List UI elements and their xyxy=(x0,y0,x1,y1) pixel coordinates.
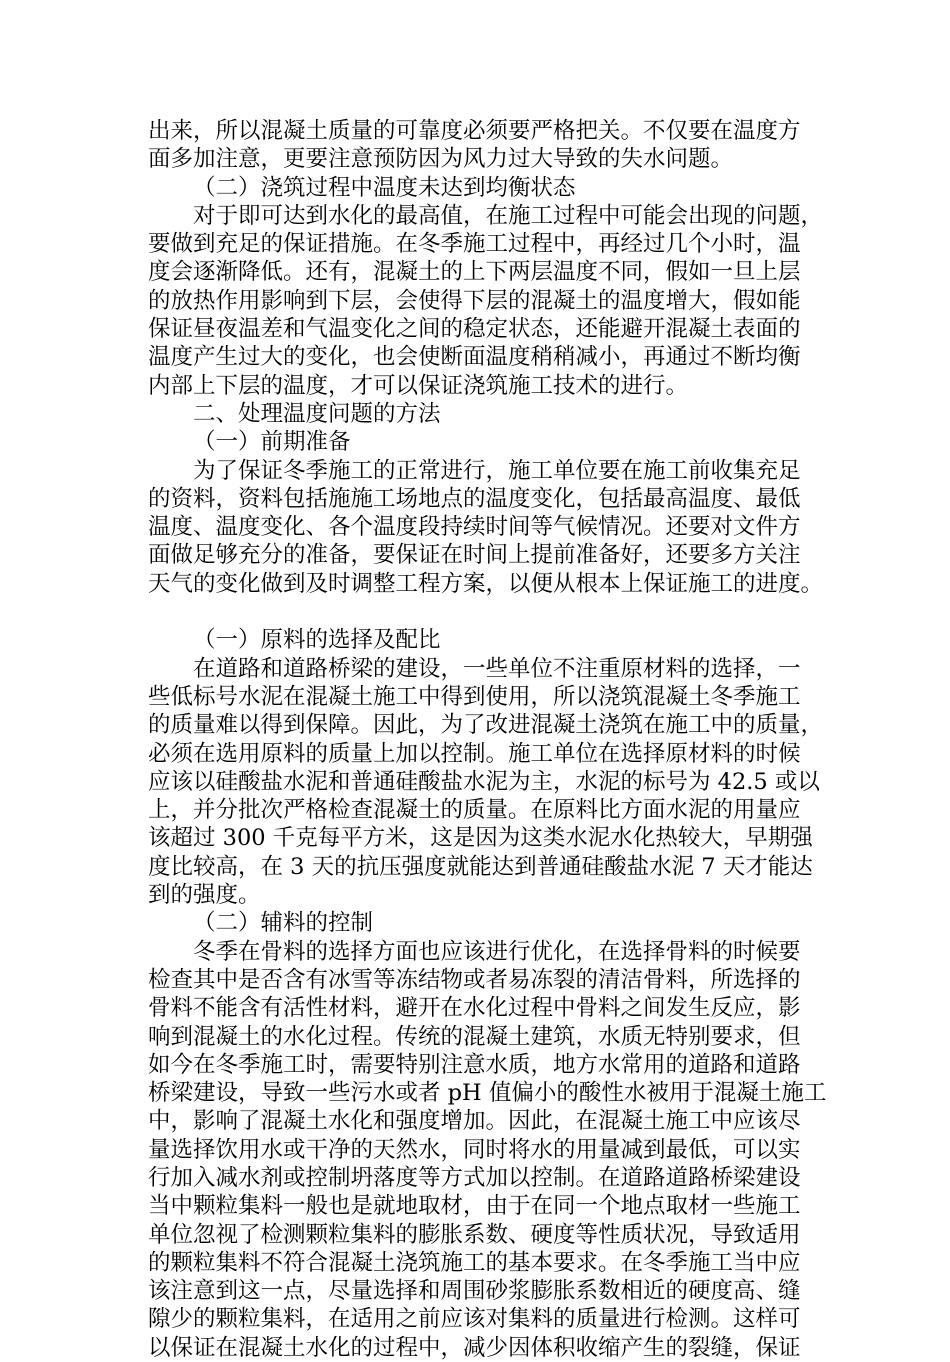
paragraph-line: 对于即可达到水化的最高值，在施工过程中可能会出现的问题， xyxy=(193,202,824,229)
body-paragraph xyxy=(148,938,827,1362)
paragraph-line: 隙少的颗粒集料，在适用之前应该对集料的质量进行检测。这样可 xyxy=(148,1306,801,1333)
paragraph-line: 度会逐渐降低。还有，混凝土的上下两层温度不同，假如一旦上层 xyxy=(148,259,801,286)
paragraph-line: 上，并分批次严格检查混凝土的质量。在原料比方面水泥的用量应 xyxy=(148,797,801,824)
paragraph-line: 的放热作用影响到下层，会使得下层的混凝土的温度增大，假如能 xyxy=(148,287,801,314)
paragraph-line: 单位忽视了检测颗粒集料的膨胀系数、硬度等性质状况，导致适用 xyxy=(148,1221,801,1248)
paragraph-line: 如今在冬季施工时，需要特别注意水质，地方水常用的道路和道路 xyxy=(148,1051,801,1078)
paragraph-line: 必须在选用原料的质量上加以控制。施工单位在选择原材料的时候 xyxy=(148,740,801,767)
paragraph-line: 量选择饮用水或干净的天然水，同时将水的用量减到最低，可以实 xyxy=(148,1136,801,1163)
paragraph-line: 天气的变化做到及时调整工程方案，以便从根本上保证施工的进度。 xyxy=(148,570,824,597)
subsection-heading xyxy=(148,626,800,654)
paragraph-line: 检查其中是否含有冰雪等冻结物或者易冻裂的清洁骨料，所选择的 xyxy=(148,966,801,993)
paragraph-line: 行加入减水剂或控制坍落度等方式加以控制。在道路道路桥梁建设 xyxy=(148,1164,801,1191)
body-paragraph xyxy=(148,202,824,400)
paragraph-line: 到的强度。 xyxy=(148,882,261,909)
section-heading xyxy=(148,400,800,428)
paragraph-line: 出来，所以混凝土质量的可靠度必须要严格把关。不仅要在温度方 xyxy=(148,118,801,144)
heading-text: （一）前期准备 xyxy=(193,429,351,456)
paragraph-line: 中，影响了混凝土水化和强度增加。因此，在混凝土施工中应该尽 xyxy=(148,1108,801,1135)
paragraph-line: 冬季在骨料的选择方面也应该进行优化，在选择骨料的时候要 xyxy=(193,938,801,965)
heading-text: 二、处理温度问题的方法 xyxy=(193,400,441,427)
paragraph-line: 面多加注意，更要注意预防因为风力过大导致的失水问题。 xyxy=(148,146,734,173)
paragraph-line: 度比较高，在 3 天的抗压强度就能达到普通硅酸盐水泥 7 天才能达 xyxy=(148,853,813,880)
blank-line xyxy=(148,598,800,626)
heading-text: （一）原料的选择及配比 xyxy=(193,627,441,654)
paragraph-line: 在道路和道路桥梁的建设，一些单位不注重原材料的选择，一 xyxy=(193,655,801,682)
paragraph-line: 桥梁建设，导致一些污水或者 pH 值偏小的酸性水被用于混凝土施工 xyxy=(148,1080,827,1107)
paragraph-line: 的颗粒集料不符合混凝土浇筑施工的基本要求。在冬季施工当中应 xyxy=(148,1249,801,1276)
heading-text: （二）浇筑过程中温度未达到均衡状态 xyxy=(193,174,576,201)
document-page xyxy=(148,117,827,1362)
body-paragraph xyxy=(148,457,824,598)
paragraph-line: 面做足够充分的准备，要保证在时间上提前准备好，还要多方关注 xyxy=(148,542,801,569)
paragraph-line: 温度、温度变化、各个温度段持续时间等气候情况。还要对文件方 xyxy=(148,514,801,541)
paragraph-line: 该注意到这一点，尽量选择和周围砂浆膨胀系数相近的硬度高、缝 xyxy=(148,1278,801,1305)
paragraph-line: 应该以硅酸盐水泥和普通硅酸盐水泥为主，水泥的标号为 42.5 或以 xyxy=(148,768,820,795)
paragraph-line: 内部上下层的温度，才可以保证浇筑施工技术的进行。 xyxy=(148,372,689,399)
paragraph-line: 要做到充足的保证措施。在冬季施工过程中，再经过几个小时，温 xyxy=(148,231,801,258)
paragraph-line: 响到混凝土的水化过程。传统的混凝土建筑，水质无特别要求，但 xyxy=(148,1023,801,1050)
subsection-heading xyxy=(148,909,800,937)
paragraph-line: 的质量难以得到保障。因此，为了改进混凝土浇筑在施工中的质量， xyxy=(148,712,824,739)
body-paragraph xyxy=(148,117,800,174)
paragraph-line: 温度产生过大的变化，也会使断面温度稍稍减小，再通过不断均衡 xyxy=(148,344,801,371)
paragraph-line: 保证昼夜温差和气温变化之间的稳定状态，还能避开混凝土表面的 xyxy=(148,316,801,343)
subsection-heading xyxy=(148,428,800,456)
paragraph-line: 以保证在混凝土水化的过程中，减少因体积收缩产生的裂缝，保证 xyxy=(148,1334,801,1361)
paragraph-line: 当中颗粒集料一般也是就地取材，由于在同一个地点取材一些施工 xyxy=(148,1193,801,1220)
paragraph-line: 的资料，资料包括施施工场地点的温度变化，包括最高温度、最低 xyxy=(148,485,801,512)
paragraph-line: 该超过 300 千克每平方米，这是因为这类水泥水化热较大，早期强 xyxy=(148,825,813,852)
body-paragraph xyxy=(148,655,824,910)
heading-text: （二）辅料的控制 xyxy=(193,910,374,937)
paragraph-line: 些低标号水泥在混凝土施工中得到使用，所以浇筑混凝土冬季施工 xyxy=(148,683,801,710)
paragraph-line: 骨料不能含有活性材料，避开在水化过程中骨料之间发生反应，影 xyxy=(148,995,801,1022)
paragraph-line: 为了保证冬季施工的正常进行，施工单位要在施工前收集充足 xyxy=(193,457,801,484)
subsection-heading xyxy=(148,174,800,202)
